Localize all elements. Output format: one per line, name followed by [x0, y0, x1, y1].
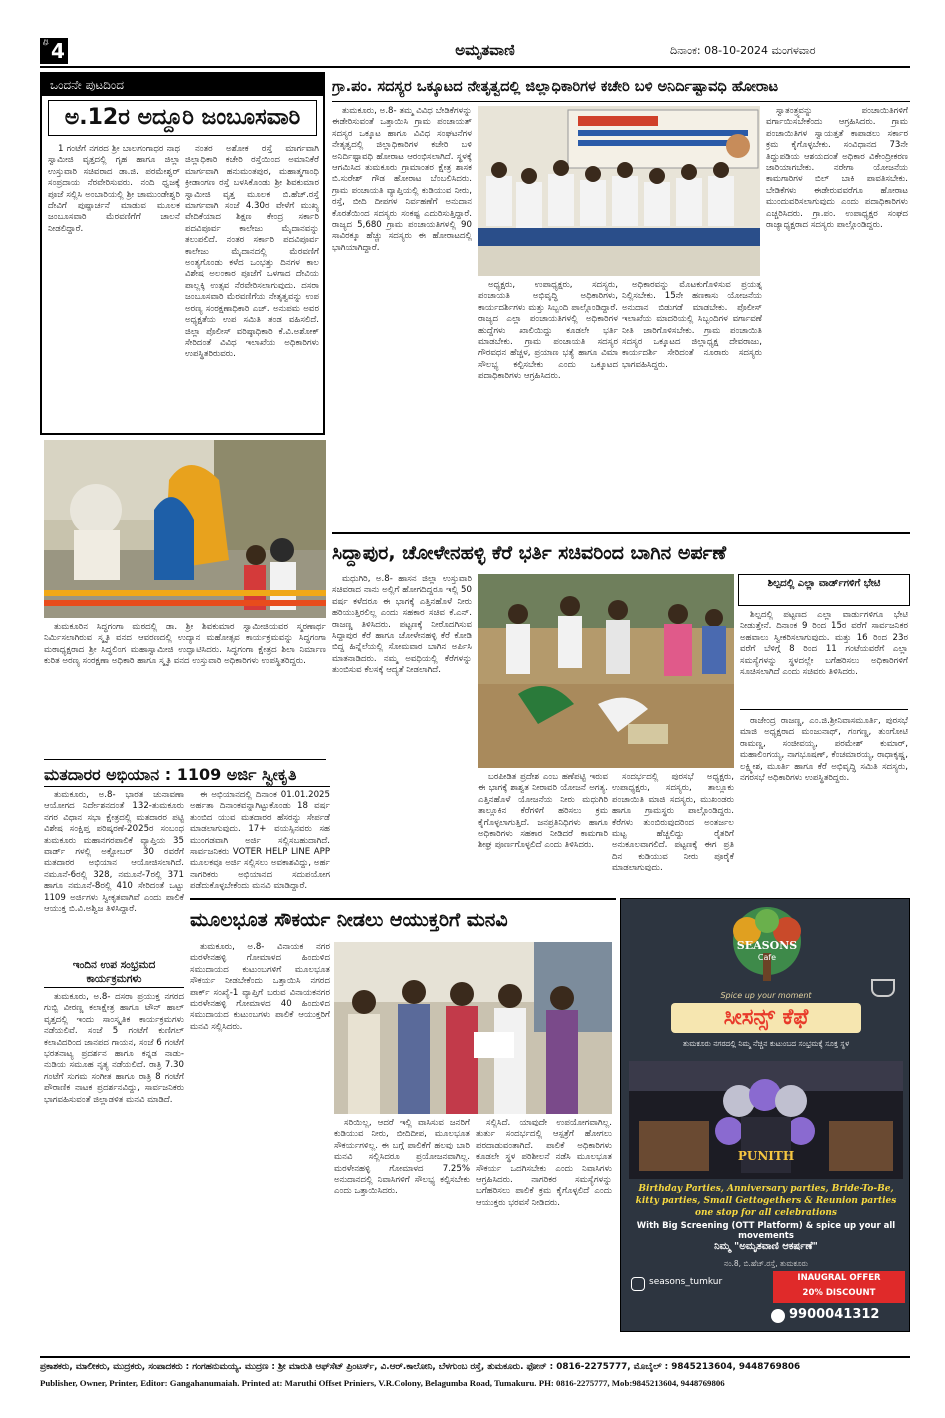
voters-body-col1: ತುಮಕೂರು, ಅ.8- ಭಾರತ ಚುನಾವಣಾ ಆಯೋಗದ ನಿರ್ದೇಶನದಂತೆ 132-ತುಮಕೂರು ನಗರ ವಿಧಾನ ಸಭಾ ಕ್ಷೇತ್ರದಲ್ಲಿ ಮತದಾರರ ಪಟ್ಟಿ ವಿಶೇಷ ಸಂಕ್ಷಿಪ್ತ ಪರಿಷ್ಕರಣೆ-2025ರ ಸಂಬಂಧ ತುಮಕೂರು ಮಹಾನಗರಪಾಲಿಕೆ ವ್ಯಾಪ್ತಿಯ 35 ವಾರ್ಡ್ ಗಳಲ್ಲಿ ಅಕ್ಟೋಬರ್ 30 ರವರೆಗೆ ಮತದಾರರ ಅಭಿಯಾನ ಆಯೋಜಿಸಲಾಗಿದೆ. ನಮೂನೆ-6ರಲ್ಲಿ 328, ನಮೂನೆ-7ರಲ್ಲಿ 371 ಹಾಗೂ ನಮೂನೆ-8ರಲ್ಲಿ 410 ಸೇರಿದಂತೆ ಒಟ್ಟು 1109 ಅರ್ಜಿಗಳು ಸ್ವೀಕೃತವಾಗಿವೆ ಎಂದು ಪಾಲಿಕೆ ಆಯುಕ್ತ ಬಿ.ವಿ.ಅಶ್ವಿಜ ತಿಳಿಸಿದ್ದಾರೆ.: [44, 790, 184, 915]
front-body-col2: ನಂತರ ಅಶೋಕ ರಸ್ತೆ ಮಾರ್ಗವಾಗಿ ಜಿಲ್ಲಾಧಿಕಾರಿ ಕಚೇರಿ ರಸ್ತೆಯಿಂದ ಅಮಾನಿಕೆರೆ ಮಾರ್ಗವಾಗಿ ಹನುಮಂತಪುರ, ಮಹಾತ್ಮಗಾಂಧಿ ಕ್ರೀಡಾಂಗಣ ರಸ್ತೆ ಬಳಸಿಕೊಂಡು ಶ್ರೀ ಶಿವಕುಮಾರ ಸ್ವಾಮೀಜಿ ವೃತ್ತ ಮೂಲಕ ಬಿ.ಹೆಚ್.ರಸ್ತೆ ಮಾರ್ಗವಾಗಿ ಸಂಜೆ 4.30ರ ವೇಳೆಗೆ ಮುಖ್ಯ ವೇದಿಕೆಯಾದ ಶಿಕ್ಷಣ ಕೇಂದ್ರ ಸರ್ಕಾರಿ ಪದವಿಪೂರ್ವ ಕಾಲೇಜು ಮೈದಾನವನ್ನು ತಲುಪಲಿದೆ. ನಂತರ ಸರ್ಕಾರಿ ಪದವಿಪೂರ್ವ ಕಾಲೇಜು ಮೈದಾನದಲ್ಲಿ ಮೆರವಣಿಗೆ ಅಂತ್ಯಗೊಂಡು ಕಳೆದ ಒಂಭತ್ತು ದಿನಗಳ ಕಾಲ ವಿಶೇಷ ಅಲಂಕಾರ ಪೂಜೆಗೆ ಒಳಗಾದ ದೇವಿಯ ಪಾಲ್ಲಕ್ಕಿ ಉತ್ಸವ ನೆರವೇರಿಸಲಾಗುವುದು. ದಸರಾ ಜಂಬೂಸವಾರಿ ಮೆರವಣಿಗೆಯ ನೇತೃತ್ವವನ್ನು ಉಪ ಅರಣ್ಯ ಸಂರಕ್ಷಣಾಧಿಕಾರಿ ಎಚ್. ಅನುಪಮ ಅವರ ಅಧ್ಯಕ್ಷತೆಯ ಉಪ ಸಮಿತಿ ತಂಡ ವಹಿಸಲಿದೆ. ಜಿಲ್ಲಾ ಪೊಲೀಸ್ ವರಿಷ್ಠಾಧಿಕಾರಿ ಕೆ.ವಿ.ಅಶೋಕ್ ಸೇರಿದಂತೆ ವಿವಿಧ ಇಲಾಖೆಯ ಅಧಿಕಾರಿಗಳು ಉಪಸ್ಥಿತರಿರುವರು.: [185, 144, 319, 360]
page-number-badge: [40, 38, 68, 64]
lake-col-d: ರಾಜೇಂದ್ರ ರಾಜಣ್ಣ, ಎಂ.ಜಿ.ಶ್ರೀನಿವಾಸಮೂರ್ತಿ, ಪುರಸಭೆ ಮಾಜಿ ಅಧ್ಯಕ್ಷರಾದ ಮಂಜುನಾಥ್, ಗಂಗಣ್ಣ, ತುಂಗೋಟಿ ರಾಮಣ್ಣ, ಸಂಜೀವಯ್ಯ, ಪರಮೇಶ್ ಕುಮಾರ್, ಮಹಾಲಿಂಗಯ್ಯ, ನಾಗಭೂಷಣ್, ಕೆಂಚಮಾರಯ್ಯ, ರಾಧಾಕೃಷ್ಣ, ಲಕ್ಷ್ಮೀಶ, ಮೂರ್ತಿ ಹಾಗೂ ಕೆರೆ ಅಭಿವೃದ್ಧಿ ಸಮಿತಿ ಸದಸ್ಯರು, ನಗರಸಭೆ ಅಧಿಕಾರಿಗಳು ಉಪಸ್ಥಿತರಿದ್ದರು.: [740, 716, 908, 784]
sidebar-note-title: ಶಿಲ್ಪದಲ್ಲಿ ಎಲ್ಲಾ ವಾರ್ಡ್‌ಗಳಿಗೆ ಭೇಟಿ: [738, 574, 910, 606]
cafe-kannada-title: ಸೀಸನ್ಸ್ ಕೆಫೆ: [671, 1003, 861, 1033]
cafe-phone: 9900041312: [789, 1307, 880, 1322]
protest-headline: ಗ್ರಾ.ಪಂ. ಸದಸ್ಯರ ಒಕ್ಕೂಟದ ನೇತೃತ್ವದಲ್ಲಿ ಜಿಲ್ಲಾಧಿಕಾರಿಗಳ ಕಚೇರಿ ಬಳಿ ಅನಿರ್ದಿಷ್ಟಾವಧಿ ಹೋರಾಟ: [332, 72, 910, 102]
protest-col-c: ಅಧಿಕಾರವನ್ನು ಮೊಟಕುಗೊಳಿಸುವ ಪ್ರಯತ್ನ ನಿಲ್ಲಿಸಬೇಕು. 15ನೇ ಹಣಕಾಸು ಯೋಜನೆಯ ಅನುದಾನ ಬಿಡುಗಡೆ ಮಾಡಬೇಕು. ಪೊಲೀಸ್ ಇಲಾಖೆಯ ಮಾದರಿಯಲ್ಲಿ ಸಿಬ್ಬಂದಿಗಳ ವರ್ಗಾವಣೆ ನೀತಿ ಜಾರಿಗೊಳಿಸಬೇಕು. ಗ್ರಾಮ ಪಂಚಾಯಿತಿ ಸದಸ್ಯರ ಒಕ್ಕೂಟದ ಜಿಲ್ಲಾಧ್ಯಕ್ಷ ದೇವರಾಜು, ಕಾರ್ಯದರ್ಶಿ ಸೇರಿದಂತೆ ನೂರಾರು ಸದಸ್ಯರು ಭಾಗವಹಿಸಿದ್ದರು.: [622, 280, 762, 370]
paper-name: ಅಮೃತವಾಣಿ: [455, 41, 515, 59]
page-letter: ಪು: [42, 39, 51, 46]
facilities-col-c: ಸಲ್ಲಿಸಿದೆ. ಯಾವುದೇ ಉಪಯೋಗವಾಗಿಲ್ಲ. ತುರ್ತು ಸಂದರ್ಭದಲ್ಲಿ ಆಸ್ಪತ್ರೆಗೆ ಹೋಗಲು ಪರದಾಡುವಂತಾಗಿದೆ. ಪಾಲಿಕೆ ಅಧಿಕಾರಿಗಳು ಕೂಡಲೇ ಸ್ಥಳ ಪರಿಶೀಲನೆ ನಡೆಸಿ ಮೂಲಭೂತ ಸೌಕರ್ಯ ಒದಗಿಸಬೇಕು ಎಂದು ನಿವಾಸಿಗಳು ಆಗ್ರಹಿಸಿದರು. ನಾಗರಿಕರ ಸಮಸ್ಯೆಗಳನ್ನು ಬಗೆಹರಿಸಲು ಪಾಲಿಕೆ ಕ್ರಮ ಕೈಗೊಳ್ಳಲಿದೆ ಎಂದು ಆಯುಕ್ತರು ಭರವಸೆ ನೀಡಿದರು.: [476, 1118, 612, 1208]
facilities-col-a: ತುಮಕೂರು, ಅ.8- ವಿನಾಯಕ ನಗರ ಮರಳೇನಹಳ್ಳಿ ಗೋಮಾಳದ ಹಿಂದುಳಿದ ಸಮುದಾಯದ ಕುಟುಂಬಗಳಿಗೆ ಮೂಲಭೂತ ಸೌಕರ್ಯ ನೀಡಬೇಕೆಂದು ಒತ್ತಾಯಿಸಿ ನಗರದ ಪಾರ್ಕ್ ಸಂಖ್ಯೆ-1 ವ್ಯಾಪ್ತಿಗೆ ಬರುವ ವಿನಾಯಕನಗರ ಮರಳೇನಹಳ್ಳಿ ಗೋಮಾಳದ 40 ಹಿಂದುಳಿದ ಸಮುದಾಯದ ಕುಟುಂಬಗಳು ಪಾಲಿಕೆ ಆಯುಕ್ತರಿಗೆ ಮನವಿ ಸಲ್ಲಿಸಿದರು.: [190, 942, 330, 1032]
seer-statue-photo: [44, 440, 326, 618]
cafe-amrutha-label: ನಿಮ್ಮ "ಅಮೃತವಾಣಿ ಆಕರ್ಷಣೆ": [714, 1241, 818, 1252]
section-label: ಒಂದನೇ ಪುಟದಿಂದ: [42, 74, 323, 96]
footer-english: Publisher, Owner, Printer, Editor: Gangahanumaiah. Printed at: Maruthi Offset Priniers, V.R.Colony, Belagumba Road, Tumakuru. PH: 0816-2275777, Mob:9845213604, 9448769806: [40, 1378, 725, 1388]
footer-rule: [40, 1356, 910, 1358]
protest-col-a: ತುಮಕೂರು, ಅ.8- ತಮ್ಮ ವಿವಿಧ ಬೇಡಿಕೆಗಳನ್ನು ಈಡೇರಿಸುವಂತೆ ಒತ್ತಾಯಿಸಿ ಗ್ರಾಮ ಪಂಚಾಯತ್ ಸದಸ್ಯರ ಒಕ್ಕೂಟ ಹಾಗೂ ವಿವಿಧ ಸಂಘಟನೆಗಳ ನೇತೃತ್ವದಲ್ಲಿ ಜಿಲ್ಲಾಧಿಕಾರಿಗಳ ಕಚೇರಿ ಬಳಿ ಅನಿರ್ದಿಷ್ಟಾವಧಿ ಹೋರಾಟ ಆರಂಭಿಸಲಾಗಿದೆ. ಸ್ಥಳಕ್ಕೆ ಆಗಮಿಸಿದ ತುಮಕೂರು ಗ್ರಾಮಾಂತರ ಕ್ಷೇತ್ರ ಶಾಸಕ ಬಿ.ಸುರೇಶ್ ಗೌಡ ಹೋರಾಟ ಬೆಂಬಲಿಸಿದರು. ಗ್ರಾಮ ಪಂಚಾಯತಿ ವ್ಯಾಪ್ತಿಯಲ್ಲಿ ಕುಡಿಯುವ ನೀರು, ರಸ್ತೆ, ಬೀದಿ ದೀಪಗಳ ನಿರ್ವಹಣೆಗೆ ಅನುದಾನ ಕೊರತೆಯಿಂದ ಸದಸ್ಯರು ಸಂಕಷ್ಟ ಎದುರಿಸುತ್ತಿದ್ದಾರೆ. ರಾಜ್ಯದ 5,680 ಗ್ರಾಮ ಪಂಚಾಯತಿಗಳಲ್ಲಿ 90 ಸಾವಿರಕ್ಕೂ ಹೆಚ್ಚು ಸದಸ್ಯರು ಈ ಹೋರಾಟದಲ್ಲಿ ಭಾಗಿಯಾಗಿದ್ದಾರೆ.: [332, 106, 472, 253]
front-headline: ಅ.12ರ ಅದ್ದೂರಿ ಜಂಬೂಸವಾರಿ: [48, 100, 317, 136]
lake-col-c: ಸಂದರ್ಭದಲ್ಲಿ ಪುರಸಭೆ ಅಧ್ಯಕ್ಷರು, ಉಪಾಧ್ಯಕ್ಷರು, ಸದಸ್ಯರು, ತಾಲ್ಲೂಕು ಪಂಚಾಯಿತಿ ಮಾಜಿ ಸದಸ್ಯರು, ಮುಖಂಡರು ಹಾಗೂ ಗ್ರಾಮಸ್ಥರು ಪಾಲ್ಗೊಂಡಿದ್ದರು. ಕೆರೆಗಳು ತುಂಬಿರುವುದರಿಂದ ಅಂತರ್ಜಲ ಮಟ್ಟ ಹೆಚ್ಚಲಿದ್ದು ರೈತರಿಗೆ ಅನುಕೂಲವಾಗಲಿದೆ. ಪಟ್ಟಣಕ್ಕೆ ಈಗ ಪ್ರತಿ ದಿನ ಕುಡಿಯುವ ನೀರು ಪೂರೈಕೆ ಮಾಡಲಾಗುವುದು.: [612, 772, 734, 874]
lake-top-rule: [332, 532, 910, 534]
seer-photo-caption: ತುಮಕೂರಿನ ಸಿದ್ಧಗಂಗಾ ಮಠದಲ್ಲಿ ಡಾ. ಶ್ರೀ ಶಿವಕುಮಾರ ಸ್ವಾಮೀಜಿಯವರ ಸ್ಮರಣಾರ್ಥ ನಿರ್ಮಿಸಲಾಗಿರುವ ಸ್ಮೃತಿ ವನದ ಆವರಣದಲ್ಲಿ ಉದ್ಯಾನ ಮಹೋತ್ಸವ ಕಾರ್ಯಕ್ರಮವನ್ನು ಸಿದ್ಧಗಂಗಾ ಮಠಾಧ್ಯಕ್ಷರಾದ ಶ್ರೀ ಸಿದ್ಧಲಿಂಗ ಮಹಾಸ್ವಾಮೀಜಿ ಉದ್ಘಾಟಿಸಿದರು. ಸಿದ್ಧಗಂಗಾ ಕ್ಷೇತ್ರದ ಶಿಲಾ ನಿರ್ಮಾಣ ಕುರಿತ ಅರಣ್ಯ ಸಂರಕ್ಷಣಾ ಅಧಿಕಾರಿ ಹಾಗೂ ಸ್ಮೃತಿ ವನದ ಉಸ್ತುವಾರಿ ಅಧಿಕಾರಿಗಳು ಉಪಸ್ಥಿತರಿದ್ದರು.: [44, 622, 326, 760]
cafe-address: ನಂ.8, ಬಿ.ಹೆಚ್.ರಸ್ತೆ, ತುಮಕೂರು: [724, 1259, 808, 1268]
lake-bagina-photo: [478, 574, 734, 768]
voters-headline: ಮತದಾರರ ಅಭಿಯಾನ : 1109 ಅರ್ಜಿ ಸ್ವೀಕೃತಿ: [44, 763, 330, 787]
page-number: 4: [51, 39, 65, 63]
instagram-icon: [631, 1277, 645, 1291]
cafe-advertisement: [620, 898, 910, 1332]
front-body-col1: 1 ಗಂಟೆಗೆ ನಗರದ ಶ್ರೀ ಬಾಲಗಂಗಾಧರ ನಾಥ ಸ್ವಾಮೀಜಿ ವೃತ್ತದಲ್ಲಿ ಗೃಹ ಹಾಗೂ ಜಿಲ್ಲಾ ಉಸ್ತುವಾರಿ ಸಚಿವರಾದ ಡಾ.ಜಿ. ಪರಮೇಶ್ವರ್ ಸಂಪ್ರದಾಯ ನೆರವೇರಿಸುವರು. ನಂದಿ ಧ್ವಜಕ್ಕೆ ಪೂಜೆ ಸಲ್ಲಿಸಿ ಅಂಬಾರಿಯಲ್ಲಿ ಶ್ರೀ ಚಾಮುಂಡೇಶ್ವರಿ ದೇವಿಗೆ ಪುಷ್ಪಾರ್ಚನೆ ಮಾಡುವ ಮೂಲಕ ಜಂಬೂಸವಾರಿ ಮೆರವಣಿಗೆಗೆ ಚಾಲನೆ ನೀಡಲಿದ್ದಾರೆ.: [48, 144, 180, 234]
facilities-top-rule: [190, 898, 616, 900]
cafe-tagline: Spice up your moment: [720, 991, 812, 1000]
sidebar-note-body: ಶಿಲ್ಪದಲ್ಲಿ ಪಟ್ಟಣದ ಎಲ್ಲಾ ವಾರ್ಡುಗಳಿಗೂ ಭೇಟಿ ನೀಡುತ್ತೇನೆ. ದಿನಾಂಕ 9 ರಿಂದ 15ರ ವರೆಗೆ ಸಾರ್ವಜನಿಕರ ಅಹವಾಲು ಸ್ವೀಕರಿಸಲಾಗುವುದು. ಮತ್ತು 16 ರಿಂದ 23ರ ವರೆಗೆ ಬೆಳಿಗ್ಗೆ 8 ರಿಂದ 11 ಗಂಟೆಯವರೆಗೆ ಎಲ್ಲಾ ಸಮಸ್ಯೆಗಳನ್ನು ಸ್ಥಳದಲ್ಲೇ ಬಗೆಹರಿಸಲು ಅಧಿಕಾರಿಗಳಿಗೆ ಸೂಚಿಸಲಾಗಿದೆ ಎಂದು ಸಚಿವರು ತಿಳಿಸಿದರು.: [740, 610, 908, 710]
cafe-venue-sign: PUNITH: [737, 1149, 795, 1163]
sidebar-note-box: [738, 574, 910, 894]
offer-badge-line2: 20% DISCOUNT: [802, 1288, 876, 1298]
protest-photo: [478, 106, 760, 276]
cafe-brand-sub: Cafe: [757, 953, 777, 962]
lake-headline: ಸಿದ್ದಾಪುರ, ಚೋಳೇನಹಳ್ಳಿ ಕೆರೆ ಭರ್ತಿ ಸಚಿವರಿಂದ ಬಾಗಿನ ಅರ್ಪಣೆ: [332, 542, 727, 564]
protest-col-d: ಸ್ವಾತಂತ್ರ್ಯವನ್ನು ಪಂಚಾಯಿತಿಗಳಿಗೆ ವರ್ಗಾಯಿಸಬೇಕೆಂದು ಆಗ್ರಹಿಸಿದರು. ಗ್ರಾಮ ಪಂಚಾಯಿತಿಗಳ ಸ್ವಾಯತ್ತತೆ ಕಾಪಾಡಲು ಸರ್ಕಾರ ಕ್ರಮ ಕೈಗೊಳ್ಳಬೇಕು. ಸಂವಿಧಾನದ 73ನೇ ತಿದ್ದುಪಡಿಯ ಆಶಯದಂತೆ ಅಧಿಕಾರ ವಿಕೇಂದ್ರೀಕರಣ ಜಾರಿಯಾಗಬೇಕು. ನರೇಗಾ ಯೋಜನೆಯ ಕಾಮಗಾರಿಗಳ ಬಿಲ್ ಬಾಕಿ ಪಾವತಿಸಬೇಕು. ಬೇಡಿಕೆಗಳು ಈಡೇರುವವರೆಗೂ ಹೋರಾಟ ಮುಂದುವರಿಸಲಾಗುವುದು ಎಂದು ಪದಾಧಿಕಾರಿಗಳು ಎಚ್ಚರಿಸಿದರು. ಗ್ರಾ.ಪಂ. ಉಪಾಧ್ಯಕ್ಷರ ಸಂಘದ ರಾಜ್ಯಾಧ್ಯಕ್ಷರಾದ ಸದಸ್ಯರು ಪಾಲ್ಗೊಂಡಿದ್ದರು.: [766, 106, 908, 231]
cafe-instagram: seasons_tumkur: [649, 1277, 723, 1287]
lake-col-a: ಮಧುಗಿರಿ, ಅ.8- ಹಾಸನ ಜಿಲ್ಲಾ ಉಸ್ತುವಾರಿ ಸಚಿವರಾದ ನಾನು ಅಲ್ಲಿಗೆ ಹೋಗದಿದ್ದರೂ ಇಲ್ಲಿ 50 ವರ್ಷ ಕಳೆದರೂ ಈ ಭಾಗಕ್ಕೆ ಎತ್ತಿನಹೊಳೆ ನೀರು ಹರಿಯುತ್ತಿರಲಿಲ್ಲ ಎಂದು ಸಹಕಾರ ಸಚಿವ ಕೆ.ಎನ್. ರಾಜಣ್ಣ ತಿಳಿಸಿದರು. ಪಟ್ಟಣಕ್ಕೆ ನೀರೊದಗಿಸುವ ಸಿದ್ದಾಪುರ ಕೆರೆ ಹಾಗೂ ಚೋಳೇನಹಳ್ಳಿ ಕೆರೆ ಕೋಡಿ ಬಿದ್ದ ಹಿನ್ನೆಲೆಯಲ್ಲಿ ಸೋಮವಾರ ಬಾಗಿನ ಅರ್ಪಿಸಿ ಮಾತನಾಡಿದರು. ನಮ್ಮ ಅವಧಿಯಲ್ಲಿ ಕೆರೆಗಳನ್ನು ತುಂಬಿಸುವ ಕೆಲಸಕ್ಕೆ ಆದ್ಯತೆ ನೀಡಲಾಗಿದೆ.: [332, 574, 472, 676]
cafe-offer-badge: [773, 1271, 905, 1303]
facilities-col-b: ಸರಿಯಿಲ್ಲ, ಆದರೆ ಇಲ್ಲಿ ವಾಸಿಸುವ ಜನರಿಗೆ ಕುಡಿಯುವ ನೀರು, ಬೀದಿದೀಪ, ಮೂಲಭೂತ ಸೌಕರ್ಯಗಳಿಲ್ಲ. ಈ ಬಗ್ಗೆ ಪಾಲಿಕೆಗೆ ಹಲವು ಬಾರಿ ಮನವಿ ಸಲ್ಲಿಸಿದರೂ ಪ್ರಯೋಜನವಾಗಿಲ್ಲ. ಮರಳೇನಹಳ್ಳಿ ಗೋಮಾಳದ 7.25% ಅನುದಾನದಲ್ಲಿ ನಿವಾಸಿಗಳಿಗೆ ಸೌಲಭ್ಯ ಕಲ್ಪಿಸಬೇಕು ಎಂದು ಒತ್ತಾಯಿಸಿದರು.: [334, 1118, 470, 1197]
events-body: ತುಮಕೂರು, ಅ.8- ದಸರಾ ಪ್ರಯುಕ್ತ ನಗರದ ಗುಬ್ಬಿ ವೀರಣ್ಣ ಕಲಾಕ್ಷೇತ್ರ ಹಾಗೂ ಟೌನ್ ಹಾಲ್ ವೃತ್ತದಲ್ಲಿ ಇಂದು ಸಾಂಸ್ಕೃತಿಕ ಕಾರ್ಯಕ್ರಮಗಳು ನಡೆಯಲಿವೆ. ಸಂಜೆ 5 ಗಂಟೆಗೆ ಕುಣಿಗಲ್ ಕಲಾವಿದರಿಂದ ಜಾನಪದ ಗಾಯನ, ಸಂಜೆ 6 ಗಂಟೆಗೆ ಭರತನಾಟ್ಯ ಪ್ರದರ್ಶನ ಹಾಗೂ ಕನ್ನಡ ನಾಡು-ನುಡಿಯ ಸಮೂಹ ನೃತ್ಯ ನಡೆಯಲಿದೆ. ರಾತ್ರಿ 7.30 ಗಂಟೆಗೆ ಸುಗಮ ಸಂಗೀತ ಹಾಗೂ ರಾತ್ರಿ 8 ಗಂಟೆಗೆ ಪೌರಾಣಿಕ ನಾಟಕ ಪ್ರದರ್ಶನವಿದ್ದು, ಸಾರ್ವಜನಿಕರು ಭಾಗವಹಿಸುವಂತೆ ಜಿಲ್ಲಾಡಳಿತ ಮನವಿ ಮಾಡಿದೆ.: [44, 992, 184, 1105]
offer-badge-line1: INAUGRAL OFFER: [797, 1273, 881, 1283]
footer-kannada: ಪ್ರಕಾಶಕರು, ಮಾಲೀಕರು, ಮುದ್ರಕರು, ಸಂಪಾದಕರು : ಗಂಗಹನುಮಯ್ಯ. ಮುದ್ರಣ : ಶ್ರೀ ಮಾರುತಿ ಆಫ್‌ಸೆಟ್ ಪ್ರಿಂಟರ್ಸ್, ವಿ.ಆರ್.ಕಾಲೋನಿ, ಬೆಳಗುಂಬ ರಸ್ತೆ, ತುಮಕೂರು. ಫೋನ್ : 0816-2275777, ಮೊಬೈಲ್ : 9845213604, 9448769806: [40, 1362, 801, 1372]
masthead: [40, 38, 910, 66]
front-continued-box: [40, 72, 325, 435]
events-headline: ಇಂದಿನ ಉಪ ಸಂಭ್ರಮದ ಕಾರ್ಯಕ್ರಮಗಳು: [44, 958, 184, 988]
cafe-offer-text: Birthday Parties, Anniversary parties, Bride-To-Be, kitty parties, Small Gettogethers & Reunion parties one stop for all celebrations: [635, 1184, 897, 1218]
coffee-cup-icon: [871, 979, 895, 997]
cafe-brand: SEASONS: [736, 939, 798, 952]
phone-icon: [771, 1309, 785, 1323]
facilities-headline: ಮೂಲಭೂತ ಸೌಕರ್ಯ ನೀಡಲು ಆಯುಕ್ತರಿಗೆ ಮನವಿ: [190, 909, 508, 931]
cafe-screening: With Big Screening (OTT Platform) & spice up your all movements: [636, 1221, 896, 1241]
lake-col-b: ಬರಪೀಡಿತ ಪ್ರದೇಶ ಎಂಬ ಹಣೆಪಟ್ಟಿ ಇರುವ ಈ ಭಾಗಕ್ಕೆ ಶಾಶ್ವತ ನೀರಾವರಿ ಯೋಜನೆ ಅಗತ್ಯ. ಎತ್ತಿನಹೊಳೆ ಯೋಜನೆಯ ನೀರು ಮಧುಗಿರಿ ತಾಲ್ಲೂಕಿನ ಕೆರೆಗಳಿಗೆ ಹರಿಸಲು ಕ್ರಮ ಕೈಗೊಳ್ಳಲಾಗುತ್ತಿದೆ. ಜನಪ್ರತಿನಿಧಿಗಳು ಹಾಗೂ ಅಧಿಕಾರಿಗಳು ಸಹಕಾರ ನೀಡಿದರೆ ಕಾಮಗಾರಿ ಶೀಘ್ರ ಪೂರ್ಣಗೊಳ್ಳಲಿದೆ ಎಂದು ತಿಳಿಸಿದರು.: [478, 772, 608, 851]
voters-body-col2: ಈ ಅಭಿಯಾನದಲ್ಲಿ ದಿನಾಂಕ 01.01.2025 ಅರ್ಹತಾ ದಿನಾಂಕವನ್ನಾಗಿಟ್ಟುಕೊಂಡು 18 ವರ್ಷ ತುಂಬಿದ ಯುವ ಮತದಾರರ ಹೆಸರನ್ನು ಸೇರ್ಪಡೆ ಮಾಡಲಾಗುವುದು. 17+ ವಯಸ್ಸಿನವರು ಸಹ ಮುಂಗಡವಾಗಿ ಅರ್ಜಿ ಸಲ್ಲಿಸಬಹುದಾಗಿದೆ. ಸಾರ್ವಜನಿಕರು VOTER HELP LINE APP ಮೂಲಕವೂ ಅರ್ಜಿ ಸಲ್ಲಿಸಲು ಅವಕಾಶವಿದ್ದು, ಅರ್ಹ ನಾಗರಿಕರು ಅಭಿಯಾನದ ಸದುಪಯೋಗ ಪಡೆದುಕೊಳ್ಳಬೇಕೆಂದು ಮನವಿ ಮಾಡಿದ್ದಾರೆ.: [190, 790, 330, 892]
masthead-rule: [40, 66, 910, 68]
issue-date: ದಿನಾಂಕ: 08-10-2024 ಮಂಗಳವಾರ: [670, 44, 816, 57]
cafe-kannada-line: ತುಮಕೂರು ನಗರದಲ್ಲಿ ನಿಮ್ಮ ನೆಚ್ಚಿನ ಕುಟುಂಬದ ಸಂಭ್ರಮಕ್ಕೆ ಸೂಕ್ತ ಸ್ಥಳ: [682, 1039, 850, 1048]
protest-col-b: ಅಧ್ಯಕ್ಷರು, ಉಪಾಧ್ಯಕ್ಷರು, ಸದಸ್ಯರು, ಪಂಚಾಯತಿ ಅಭಿವೃದ್ಧಿ ಅಧಿಕಾರಿಗಳು, ಕಾರ್ಯದರ್ಶಿಗಳು ಮತ್ತು ಸಿಬ್ಬಂದಿ ಪಾಲ್ಗೊಂಡಿದ್ದಾರೆ. ರಾಜ್ಯದ ಎಲ್ಲಾ ಪಂಚಾಯತಿಗಳಲ್ಲಿ ಅಧಿಕಾರಿಗಳ ಹುದ್ದೆಗಳು ಖಾಲಿಯಿದ್ದು ಕೂಡಲೇ ಭರ್ತಿ ಮಾಡಬೇಕು. ಗ್ರಾಮ ಪಂಚಾಯತಿ ಸದಸ್ಯರ ಗೌರವಧನ ಹೆಚ್ಚಳ, ಪ್ರಯಾಣ ಭತ್ಯೆ ಹಾಗೂ ವಿಮಾ ಸೌಲಭ್ಯ ಕಲ್ಪಿಸಬೇಕು ಎಂದು ಒಕ್ಕೂಟದ ಪದಾಧಿಕಾರಿಗಳು ಆಗ್ರಹಿಸಿದರು.: [478, 280, 618, 382]
facilities-photo: [334, 942, 612, 1114]
